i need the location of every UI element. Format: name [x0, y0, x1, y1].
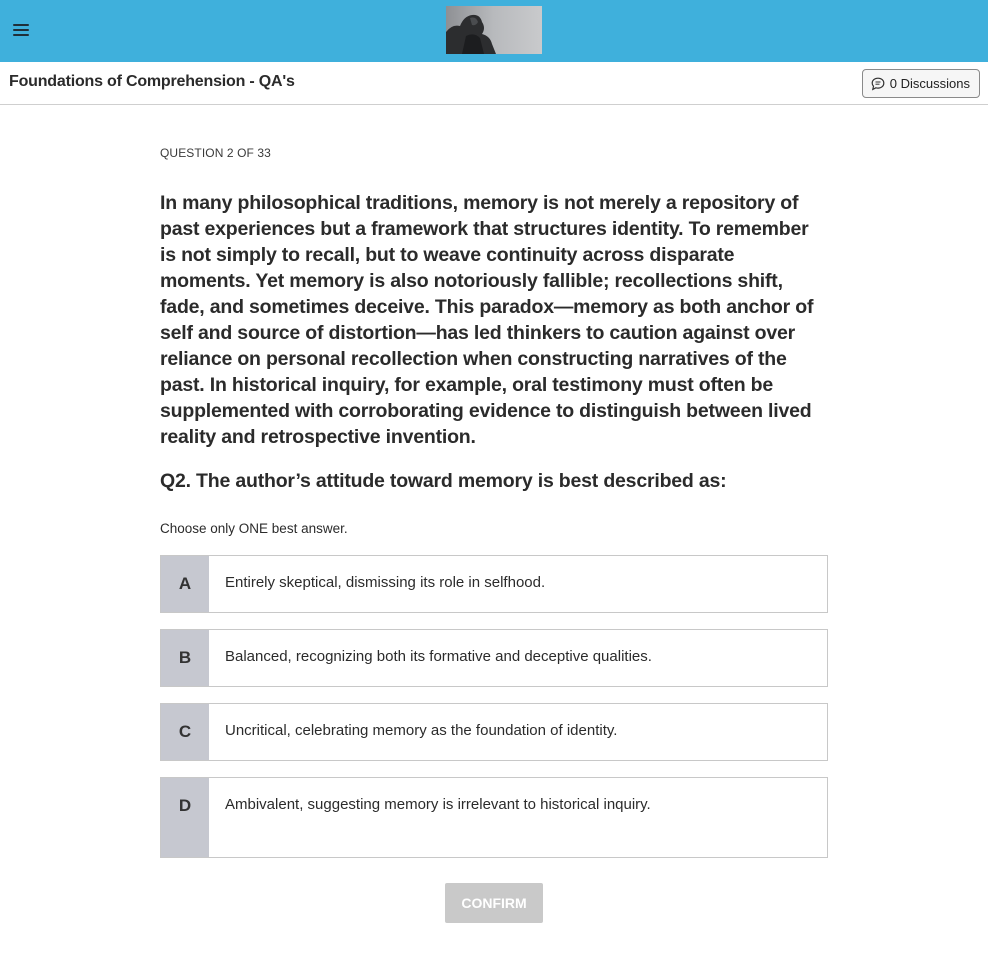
option-text: Entirely skeptical, dismissing its role in selfhood. — [225, 574, 546, 591]
discussions-label: 0 Discussions — [889, 76, 970, 91]
answer-option-a[interactable] — [160, 555, 828, 613]
option-letter: D — [161, 778, 209, 857]
thinker-statue-logo[interactable] — [446, 6, 542, 54]
confirm-button[interactable]: CONFIRM — [445, 883, 543, 923]
option-text: Uncritical, celebrating memory as the foundation of identity. — [225, 722, 618, 739]
hamburger-menu-icon[interactable] — [11, 21, 31, 39]
speech-bubble-icon — [871, 77, 885, 91]
top-bar — [0, 0, 988, 62]
answer-instruction: Choose only ONE best answer. — [160, 521, 348, 536]
option-letter: A — [161, 556, 209, 612]
answer-option-c[interactable] — [160, 703, 828, 761]
option-letter: B — [161, 630, 209, 686]
option-text: Ambivalent, suggesting memory is irrelevant to historical inquiry. — [225, 796, 651, 813]
reading-passage: In many philosophical traditions, memory is not merely a repository of past experiences but a framework that structures identity. To remember is not simply to recall, but to weave continuity across disparate moments. Yet memory is also notoriously fallible; recollections shift, fade, and sometimes deceive. This paradox—memory as both anchor of self and source of distortion—has led thinkers to caution against over reliance on personal recollection when constructing narratives of the past. In historical inquiry, for example, oral testimony must often be supplemented with corroborating evidence to distinguish between lived reality and retrospective invention. — [160, 192, 814, 448]
answer-option-d[interactable] — [160, 777, 828, 858]
option-letter: C — [161, 704, 209, 760]
option-text: Balanced, recognizing both its formative and deceptive qualities. — [225, 648, 652, 665]
question-prompt: Q2. The author’s attitude toward memory is best described as: — [160, 470, 727, 492]
question-counter: QUESTION 2 OF 33 — [160, 146, 271, 160]
course-header — [0, 62, 988, 105]
course-title: Foundations of Comprehension - QA's — [9, 73, 295, 90]
answer-option-b[interactable] — [160, 629, 828, 687]
discussions-button[interactable] — [862, 69, 980, 98]
